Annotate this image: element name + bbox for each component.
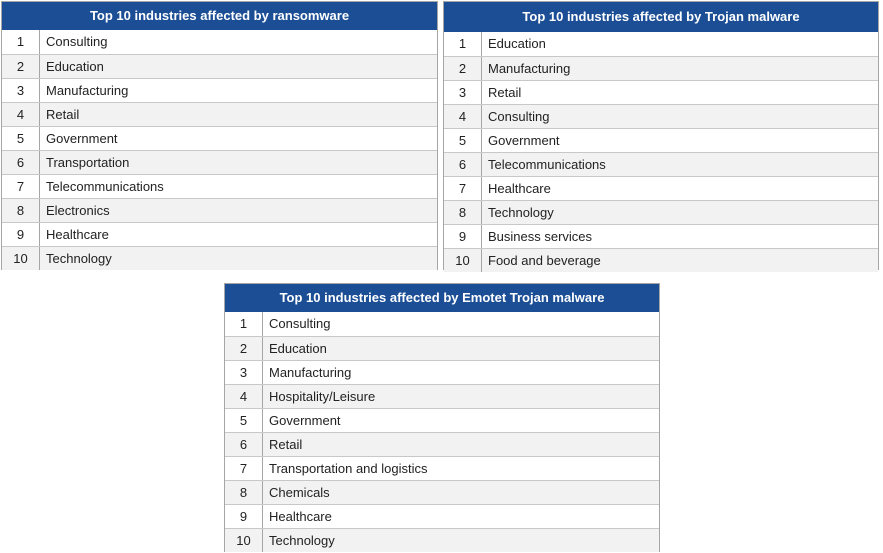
table-row bbox=[2, 102, 437, 126]
industry-cell: Education bbox=[46, 59, 104, 74]
table-row bbox=[225, 528, 659, 552]
rank-cell: 2 bbox=[444, 57, 482, 80]
ransomware-table-body bbox=[2, 30, 437, 270]
rank-cell: 4 bbox=[2, 103, 40, 126]
industry-cell: Retail bbox=[269, 437, 303, 452]
rank-cell: 8 bbox=[225, 481, 263, 504]
industry-cell: Transportation bbox=[46, 155, 130, 170]
table-row bbox=[225, 480, 659, 504]
industry-cell: Consulting bbox=[269, 316, 331, 331]
rank-cell: 7 bbox=[444, 177, 482, 200]
trojan-table-title: Top 10 industries affected by Trojan malware bbox=[444, 2, 878, 32]
rank-cell: 1 bbox=[444, 32, 482, 56]
industry-cell: Consulting bbox=[488, 109, 550, 124]
emotet-industries-table bbox=[224, 283, 660, 552]
industry-cell: Chemicals bbox=[269, 485, 330, 500]
industry-cell: Manufacturing bbox=[46, 83, 129, 98]
industry-cell: Healthcare bbox=[46, 227, 109, 242]
industry-cell: Food and beverage bbox=[488, 253, 601, 268]
table-row bbox=[444, 128, 878, 152]
table-row bbox=[225, 360, 659, 384]
table-row bbox=[225, 456, 659, 480]
table-row bbox=[225, 432, 659, 456]
rank-cell: 8 bbox=[2, 199, 40, 222]
industry-cell: Telecommunications bbox=[46, 179, 164, 194]
table-row bbox=[2, 174, 437, 198]
table-row bbox=[2, 30, 437, 54]
table-row bbox=[225, 384, 659, 408]
rank-cell: 7 bbox=[2, 175, 40, 198]
table-row bbox=[444, 176, 878, 200]
rank-cell: 8 bbox=[444, 201, 482, 224]
industry-cell: Government bbox=[46, 131, 118, 146]
rank-cell: 4 bbox=[225, 385, 263, 408]
rank-cell: 5 bbox=[444, 129, 482, 152]
rank-cell: 2 bbox=[2, 55, 40, 78]
industry-cell: Technology bbox=[46, 251, 112, 266]
rank-cell: 3 bbox=[2, 79, 40, 102]
industry-cell: Technology bbox=[488, 205, 554, 220]
industry-cell: Manufacturing bbox=[488, 61, 571, 76]
industry-cell: Government bbox=[269, 413, 341, 428]
industry-cell: Business services bbox=[488, 229, 593, 244]
table-row bbox=[444, 152, 878, 176]
rank-cell: 1 bbox=[225, 312, 263, 336]
table-row bbox=[225, 336, 659, 360]
rank-cell: 2 bbox=[225, 337, 263, 360]
industry-cell: Retail bbox=[46, 107, 80, 122]
industry-cell: Telecommunications bbox=[488, 157, 606, 172]
rank-cell: 10 bbox=[225, 529, 263, 552]
industry-cell: Consulting bbox=[46, 34, 108, 49]
industry-cell: Technology bbox=[269, 533, 335, 548]
table-row bbox=[444, 32, 878, 56]
rank-cell: 7 bbox=[225, 457, 263, 480]
rank-cell: 10 bbox=[2, 247, 40, 270]
rank-cell: 10 bbox=[444, 249, 482, 272]
ransomware-table-title: Top 10 industries affected by ransomware bbox=[2, 2, 437, 30]
industry-cell: Retail bbox=[488, 85, 522, 100]
industry-cell: Healthcare bbox=[269, 509, 332, 524]
table-row bbox=[444, 224, 878, 248]
industry-cell: Government bbox=[488, 133, 560, 148]
table-row bbox=[444, 104, 878, 128]
table-row bbox=[444, 80, 878, 104]
emotet-table-title: Top 10 industries affected by Emotet Trojan malware bbox=[225, 284, 659, 312]
industry-cell: Education bbox=[488, 36, 546, 51]
rank-cell: 3 bbox=[225, 361, 263, 384]
rank-cell: 5 bbox=[2, 127, 40, 150]
table-row bbox=[2, 198, 437, 222]
industry-cell: Transportation and logistics bbox=[269, 461, 428, 476]
rank-cell: 3 bbox=[444, 81, 482, 104]
rank-cell: 4 bbox=[444, 105, 482, 128]
rank-cell: 9 bbox=[444, 225, 482, 248]
table-row bbox=[2, 150, 437, 174]
table-row bbox=[2, 126, 437, 150]
industry-cell: Manufacturing bbox=[269, 365, 352, 380]
table-row bbox=[444, 248, 878, 272]
rank-cell: 9 bbox=[2, 223, 40, 246]
emotet-table-body bbox=[225, 312, 659, 552]
rank-cell: 6 bbox=[2, 151, 40, 174]
trojan-industries-table bbox=[443, 1, 879, 270]
table-row bbox=[444, 200, 878, 224]
industry-cell: Electronics bbox=[46, 203, 110, 218]
table-row bbox=[225, 408, 659, 432]
table-row bbox=[2, 54, 437, 78]
table-row bbox=[2, 246, 437, 270]
rank-cell: 9 bbox=[225, 505, 263, 528]
ransomware-industries-table bbox=[1, 1, 438, 270]
table-row bbox=[444, 56, 878, 80]
table-row bbox=[225, 312, 659, 336]
table-row bbox=[225, 504, 659, 528]
table-row bbox=[2, 222, 437, 246]
trojan-table-body bbox=[444, 32, 878, 272]
industry-cell: Education bbox=[269, 341, 327, 356]
rank-cell: 1 bbox=[2, 30, 40, 54]
industry-cell: Healthcare bbox=[488, 181, 551, 196]
rank-cell: 6 bbox=[225, 433, 263, 456]
rank-cell: 6 bbox=[444, 153, 482, 176]
table-row bbox=[2, 78, 437, 102]
industry-cell: Hospitality/Leisure bbox=[269, 389, 376, 404]
rank-cell: 5 bbox=[225, 409, 263, 432]
